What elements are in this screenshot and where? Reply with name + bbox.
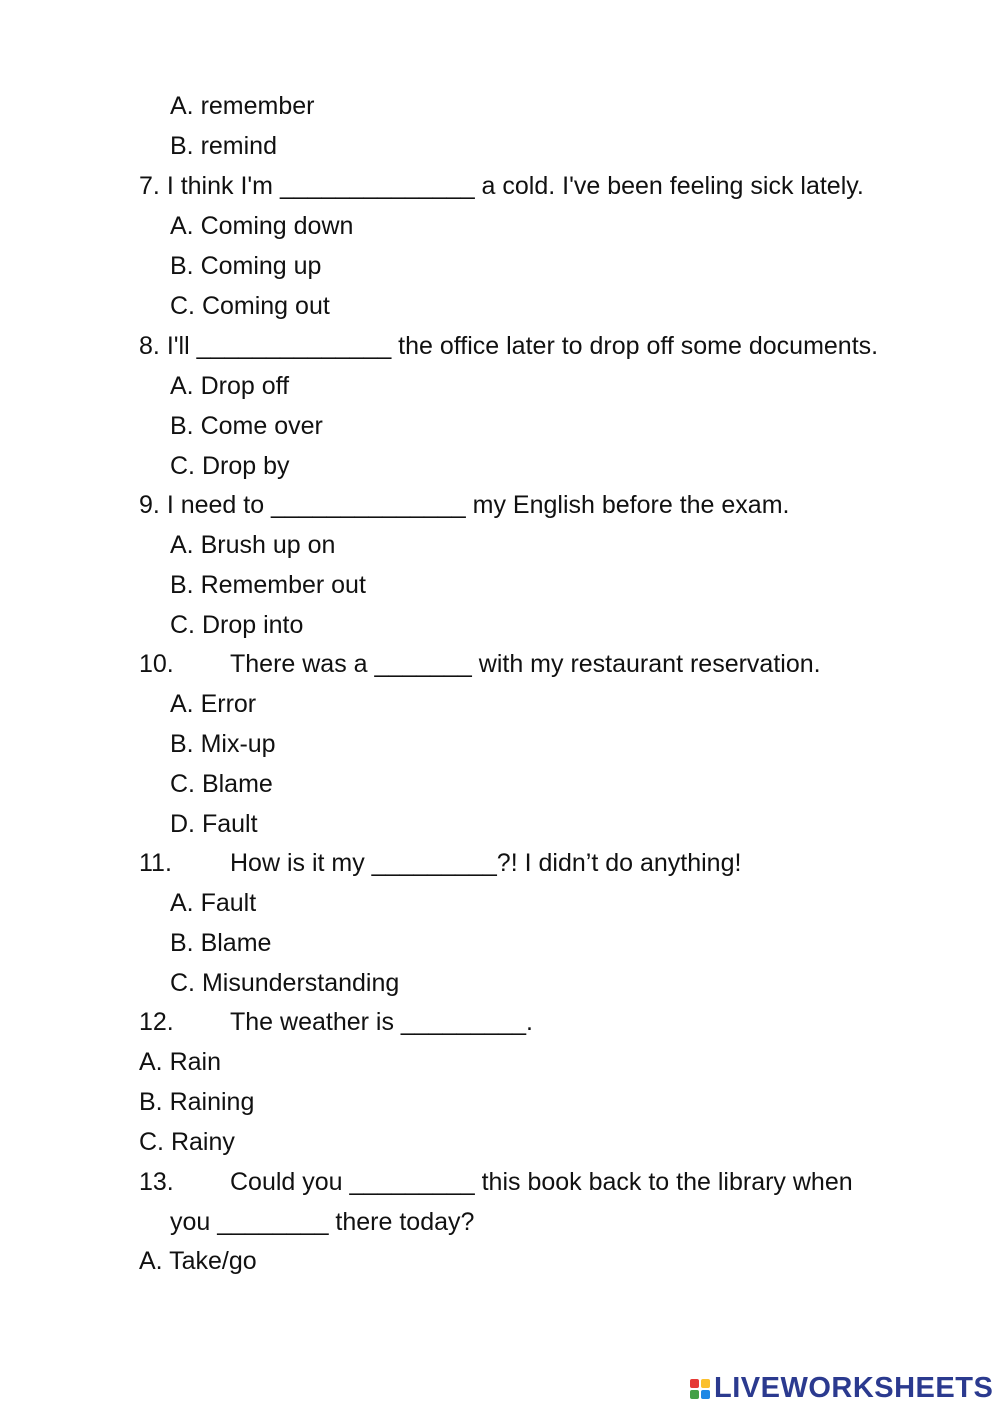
question-13 bbox=[139, 1162, 174, 1202]
option: B. Blame bbox=[170, 929, 272, 957]
question-10 bbox=[139, 644, 174, 684]
question-number: 8. bbox=[139, 332, 160, 360]
option: A. Rain bbox=[139, 1048, 221, 1076]
option: A. Take/go bbox=[139, 1247, 257, 1275]
question-number: 7. bbox=[139, 172, 160, 200]
option: B. Come over bbox=[170, 412, 323, 440]
option: C. Drop into bbox=[170, 611, 304, 639]
option: A. Drop off bbox=[170, 372, 290, 400]
logo-square bbox=[690, 1390, 699, 1399]
liveworksheets-logo bbox=[690, 1372, 993, 1405]
logo-square bbox=[690, 1379, 699, 1388]
option: A. Coming down bbox=[170, 212, 354, 240]
option: C. Misunderstanding bbox=[170, 969, 400, 997]
question-number: 10. bbox=[139, 650, 174, 678]
question-number: 12. bbox=[139, 1008, 174, 1036]
option: C. Rainy bbox=[139, 1128, 235, 1156]
question-9 bbox=[139, 485, 789, 525]
logo-icon bbox=[690, 1379, 710, 1399]
logo-square bbox=[701, 1379, 710, 1388]
question-text: I'll ______________ the office later to drop off some documents. bbox=[166, 332, 879, 360]
option: B. Coming up bbox=[170, 252, 322, 280]
question-number: 11. bbox=[139, 849, 172, 877]
question-text: How is it my _________?! I didn’t do anything! bbox=[230, 849, 742, 877]
brand-name: LIVEWORKSHEETS bbox=[714, 1372, 994, 1404]
question-11 bbox=[139, 843, 172, 883]
question-text: There was a _______ with my restaurant reservation. bbox=[230, 650, 821, 678]
question-text: I think I'm ______________ a cold. I've been feeling sick lately. bbox=[166, 172, 864, 200]
logo-square bbox=[701, 1390, 710, 1399]
option: B. Raining bbox=[139, 1088, 255, 1116]
question-text-continued: you ________ there today? bbox=[170, 1208, 475, 1236]
option: C. Blame bbox=[170, 770, 273, 798]
question-number: 13. bbox=[139, 1168, 174, 1196]
option: C. Drop by bbox=[170, 452, 290, 480]
option: B. Mix-up bbox=[170, 730, 276, 758]
question-number: 9. bbox=[139, 491, 160, 519]
question-7 bbox=[139, 166, 864, 206]
option: C. Coming out bbox=[170, 292, 330, 320]
option: A. Brush up on bbox=[170, 531, 336, 559]
question-text: Could you _________ this book back to the library when bbox=[230, 1168, 853, 1196]
option: A. Fault bbox=[170, 889, 257, 917]
option-remind: B. remind bbox=[170, 132, 277, 160]
question-8 bbox=[139, 326, 878, 366]
question-text: The weather is _________. bbox=[230, 1008, 533, 1036]
question-12 bbox=[139, 1002, 174, 1042]
option: B. Remember out bbox=[170, 571, 366, 599]
option: D. Fault bbox=[170, 810, 258, 838]
question-text: I need to ______________ my English before the exam. bbox=[166, 491, 790, 519]
option-remember: A. remember bbox=[170, 92, 315, 120]
option: A. Error bbox=[170, 690, 257, 718]
